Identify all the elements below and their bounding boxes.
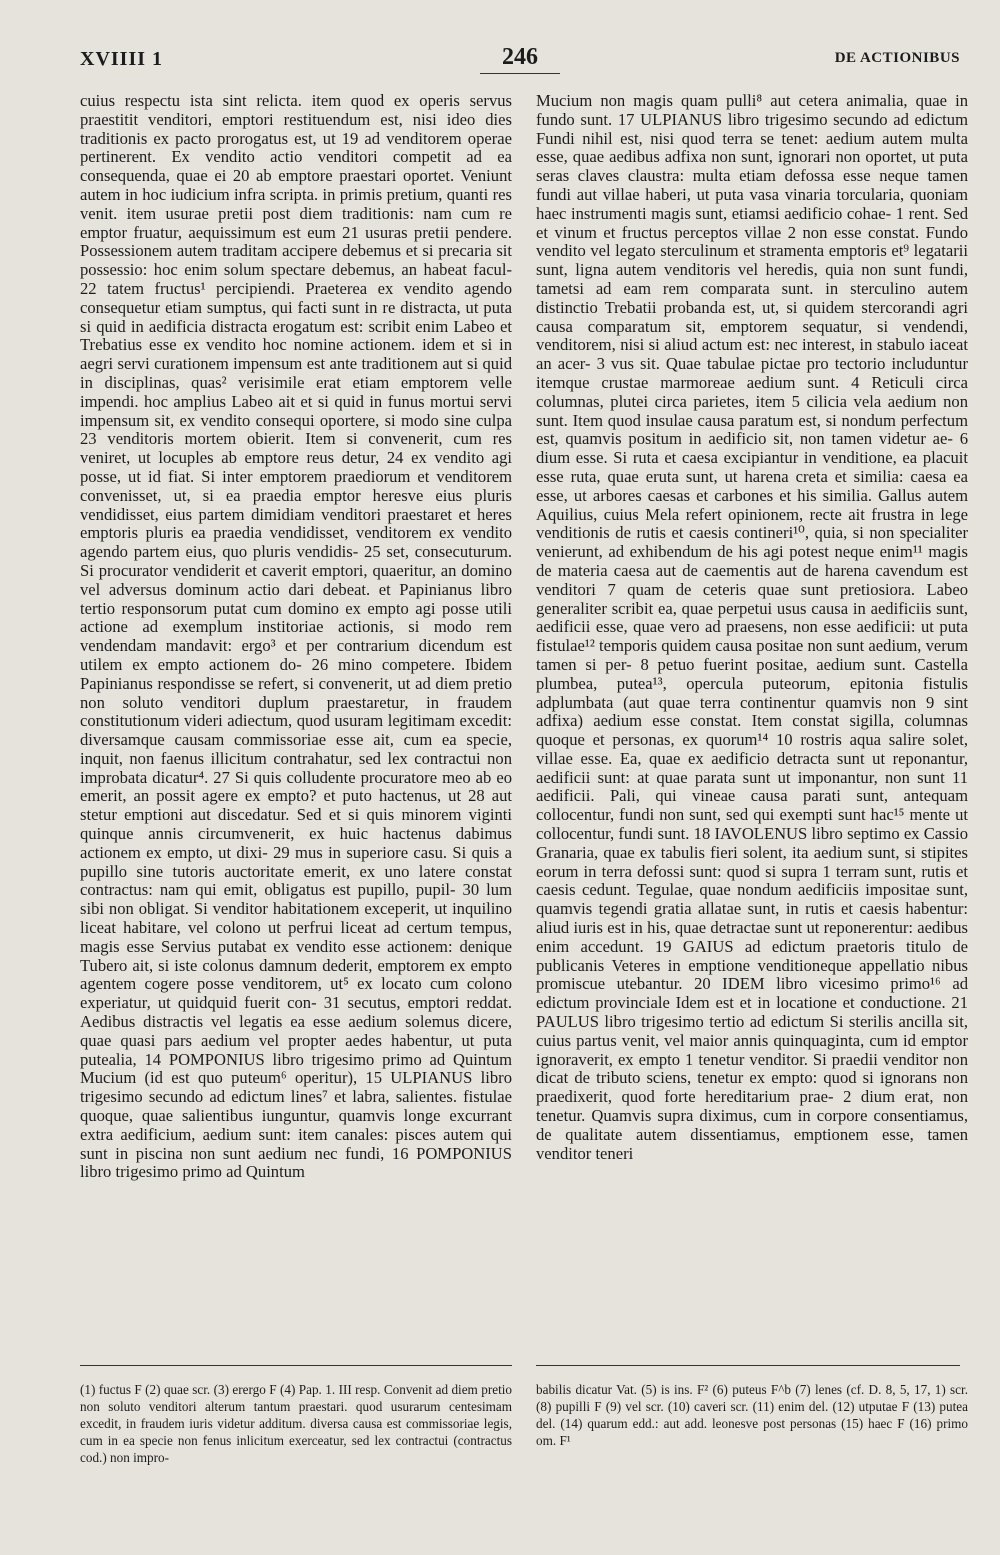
footnotes-right <box>536 1381 968 1449</box>
page-number: 246 <box>502 44 538 70</box>
right-column-text: Mucium non magis quam pulli⁸ aut cetera animalia, quae in fundo sunt. 17 ULPIANUS libro trigesimo secundo ad edictum Fundi nihil est, nisi quod terra se tenet: aedium autem multa esse, quae aedibus adfixa non sunt, ignorari non oportet, ut puta seras claves claustra: multa etiam defossa esse neque tamen fundi aut villae haberi, ut puta vasa vinaria torcularia, quoniam haec instrumenti magis sunt, etiamsi aedificio cohae- 1 rent. Sed et vinum et fructus perceptos villae 2 non esse constat. Fundo vendito vel legato sterculinum et stramenta emptoris et⁹ legatarii sunt, ligna autem venditoris vel heredis, quia non sunt fundi, tametsi ad eam rem comparata sunt. in sterculino autem distinctio Trebatii probanda est, ut, si quidem stercorandi agri causa comparatum sit, emptorem sequatur, si vendendi, venditorem, nisi si aliud actum est: nec interest, in stabulo iaceat an acer- 3 vus sit. Quae tabulae pictae pro tectorio includuntur itemque crustae marmoreae aedium sunt. 4 Reticuli circa columnas, plutei circa parietes, item 5 cilicia vela aedium non sunt. Item quod insulae causa paratum est, si nondum perfectum est, quamvis positum in aedificio sit, non tamen videtur ae- 6 dium esse. Si ruta et caesa excipiantur in venditione, ea placuit esse ruta, quae eruta sunt, ut harena creta et similia: caesa ea esse, ut arbores caesas et carbones et his similia. Gallus autem Aquilius, cuius Mela refert opinionem, recte ait frustra in lege venditionis de rutis et caesis contineri¹⁰, quia, si non specialiter venierunt, ad exhibendum de his agi potest neque enim¹¹ magis de materia caesa aut de caementis aut de harena cavendum est venditori 7 quam de ceteris quae sunt pretiosiora. Labeo generaliter scribit ea, quae perpetui usus causa in aedificiis sunt, aedificii esse, quae vero ad praesens, non esse aedificii: ut puta fistulae¹² temporis quidem causa positae non sunt aedium, verum tamen si per- 8 petuo fuerint positae, aedium sunt. Castella plumbea, putea¹³, opercula puteorum, epitonia fistulis adplumbata (aut quae terra continentur quamvis non 9 sint adfixa) aedium esse constat. Item constat sigilla, columnas quoque et personas, ex quorum¹⁴ 10 rostris aqua salire solet, villae esse. Ea, quae ex aedificio detracta sunt ut reponantur, aedificii sunt: at quae parata sunt ut imponantur, non sunt 11 aedificii. Pali, qui vineae causa parati sunt, antequam collocentur, fundi non sunt, sed qui exempti sunt hac¹⁵ mente ut collocentur, fundi sunt. 18 IAVOLENUS libro septimo ex Cassio Granaria, quae ex tabulis fieri solent, ita aedium sunt, si stipites eorum in terra defossi sunt: quod si supra 1 terram sunt, rutis et caesis cedunt. Tegulae, quae nondum aedificiis impositae sunt, quamvis tegendi gratia allatae sunt, in rutis et caesis habentur: aliud iuris est in his, quae detractae sunt ut reponerentur: aedibus enim accedunt. 19 GAIUS ad edictum praetoris titulo de publicanis Veteres in emptione venditioneque appellatio nibus promiscue utebantur. 20 IDEM libro vicesimo primo¹⁶ ad edictum provinciale Idem est et in locatione et conductione. 21 PAULUS libro trigesimo tertio ad edictum Si sterilis ancilla sit, cuius partus venit, vel maior annis quinquaginta, cum id emptor ignoraverit, ex empto 1 tenetur venditor. Si praedii venditor non dicat de tributo sciens, tenetur ex empto: quod si ignorans non praedixerit, quod forte hereditarium prae- 2 dium erat, non tenetur. Quamvis supra diximus, cum in corpore consentiamus, de qualitate autem dissentiamus, emptionem esse, tamen venditor teneri <box>536 92 968 1163</box>
footnotes-left-text: (1) fuctus F (2) quae scr. (3) erergo F (4) Pap. 1. III resp. Convenit ad diem pretio non soluto venditori alterum tantum praestari. quod usurarum centesimam excedit, in fraudem iuris videtur additum. diversa causa est commissoriae legis, cum in ea specie non fenus inlicitum exerceatur, sed lex contractui (contractus cod.) non impro- <box>80 1382 512 1465</box>
running-title: DE ACTIONIBUS <box>834 50 960 66</box>
section-reference: XVIIII 1 <box>80 48 164 70</box>
left-text-column <box>80 92 512 1356</box>
right-text-column <box>536 92 968 1356</box>
running-header <box>80 40 960 80</box>
footnotes-left <box>80 1381 512 1466</box>
footnotes-right-text: babilis dicatur Vat. (5) is ins. F² (6) puteus F^b (7) lenes (cf. D. 8, 5, 17, 1) scr. (8) pupilli F (9) vel scr. (10) caveri scr. (11) enim del. (12) utputae F (13) putea del. (14) quarum edd.: aut add. leonesve post personas (15) haec F (16) primo om. F¹ <box>536 1382 968 1448</box>
left-column-text: cuius respectu ista sint relicta. item quod ex operis servus praestitit venditori, emptori restituendum est, nisi ideo dies traditionis ex pacto prorogatus est, ut 19 ad venditorem operae pertinerent. Ex vendito actio venditori competit ad ea consequenda, quae ei 20 ab emptore praestari oportet. Veniunt autem in hoc iudicium infra scripta. in primis pretium, quanti res venit. item usurae pretii post diem traditionis: nam cum re emptor fruatur, aequissimum est eum 21 usuras pretii pendere. Possessionem autem traditam accipere debemus et si precaria sit possessio: hoc enim solum spectare debemus, an habeat facul- 22 tatem fructus¹ percipiendi. Praeterea ex vendito agendo consequetur etiam sumptus, qui facti sunt in re distracta, ut puta si quid in aedificia distracta erogatum est: scribit enim Labeo et Trebatius esse ex vendito hoc nomine actionem. idem et si in aegri servi curationem impensum est ante traditionem aut si quid in disciplinas, quas² verisimile erat etiam emptorem velle impendi. hoc amplius Labeo ait et si quid in funus mortui servi impensum sit, ex vendito consequi oportere, si modo sine culpa 23 venditoris mortem obierit. Item si convenerit, cum res veniret, ut locuples ab emptore reus detur, 24 ex vendito agi posse, ut id fiat. Si inter emptorem praediorum et venditorem convenisset, ut, si ea praedia emptor heresve eius pluris vendidisset, eius partem dimidiam venditori praestaret et heres emptoris pluris ea praedia vendidisset, venditorem ex vendito agendo partem eius, quo pluris vendidis- 25 set, consecuturum. Si procurator vendiderit et caverit emptori, quaeritur, an domino vel adversus dominum actio dari debeat. et Papinianus libro tertio responsorum putat cum domino ex empto agi posse utili actione ad exemplum institoriae actionis, si modo rem vendendam mandavit: ergo³ et per contrarium dicendum est utilem ex empto actionem do- 26 mino competere. Ibidem Papinianus respondisse se refert, si convenerit, ut ad diem pretio non soluto venditori duplum praestaretur, in fraudem constitutionum videri adiectum, quod usuram legitimam excedit: diversamque causam commissoriae esse ait, cum ea specie, inquit, non faenus illicitum contrahatur, sed lex contractui non improbata dicatur⁴. 27 Si quis colludente procuratore meo ab eo emerit, an possit agere ex empto? et puto hactenus, ut 28 aut stetur emptioni aut discedatur. Sed et si quis minorem viginti quinque annis circumvenerit, ex huic hactenus dabimus actionem ex empto, ut dixi- 29 mus in superiore casu. Si quis a pupillo sine tutoris auctoritate emerit, ex uno latere constat contractus: nam qui emit, obligatus est pupillo, pupil- 30 lum sibi non obligat. Si venditor habitationem exceperit, ut inquilino liceat habitare, vel colono ut perfrui liceat ad certum tempus, magis esse Servius putabat ex vendito esse actionem: denique Tubero ait, si iste colonus damnum dederit, emptorem ex empto agentem cogere posse venditorem, ut⁵ ex locato cum colono experiatur, ut quidquid fuerit con- 31 secutus, emptori reddat. Aedibus distractis vel legatis ea esse aedium solemus dicere, quae quasi pars aedium vel propter aedes habentur, ut puta putealia, 14 POMPONIUS libro trigesimo primo ad Quintum Mucium (id est quo puteum⁶ operitur), 15 ULPIANUS libro trigesimo secundo ad edictum lines⁷ et labra, salientes. fistulae quoque, quae salientibus iunguntur, quamvis longe excurrant extra aedificium, aedium sunt: item canales: pisces autem qui sunt in piscina non sunt aedium nec fundi, 16 POMPONIUS libro trigesimo primo ad Quintum <box>80 92 512 1182</box>
footnote-rule-right <box>536 1365 960 1367</box>
footnote-rule-left <box>80 1365 512 1367</box>
page-number-rule <box>480 73 560 74</box>
